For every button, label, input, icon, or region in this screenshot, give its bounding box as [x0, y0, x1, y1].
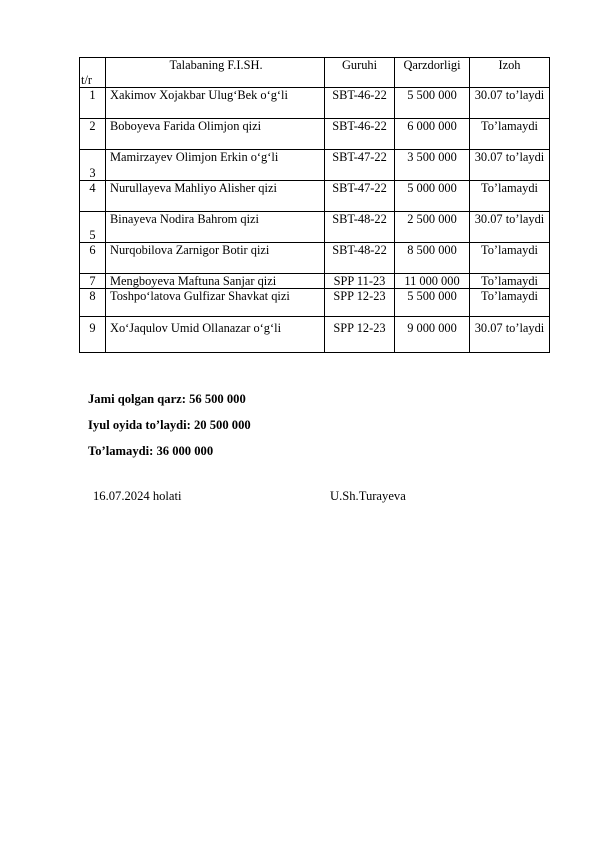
row-number: 3	[80, 150, 106, 181]
note-cell: 30.07 to’laydi	[470, 150, 550, 181]
row-number: 5	[80, 212, 106, 243]
debt-amount: 5 000 000	[395, 181, 470, 212]
unpaid-summary: To’lamaydi: 36 000 000	[88, 444, 214, 458]
group-cell: SPP 12-23	[325, 317, 395, 353]
table-row	[80, 274, 550, 289]
total-debt-summary: Jami qolgan qarz: 56 500 000	[88, 392, 246, 406]
header-note: Izoh	[470, 58, 550, 88]
row-number: 2	[80, 119, 106, 150]
debt-amount: 2 500 000	[395, 212, 470, 243]
student-name: Nurullayeva Mahliyo Alisher qizi	[106, 181, 325, 212]
debt-amount: 5 500 000	[395, 88, 470, 119]
group-cell: SBT-48-22	[325, 243, 395, 274]
student-name: Mengboyeva Maftuna Sanjar qizi	[106, 274, 325, 289]
note-cell: To’lamaydi	[470, 243, 550, 274]
debt-amount: 6 000 000	[395, 119, 470, 150]
group-cell: SPP 11-23	[325, 274, 395, 289]
debt-amount: 9 000 000	[395, 317, 470, 353]
group-cell: SBT-48-22	[325, 212, 395, 243]
debt-amount: 8 500 000	[395, 243, 470, 274]
student-name: Binayeva Nodira Bahrom qizi	[106, 212, 325, 243]
student-name: Toshpo‘latova Gulfizar Shavkat qizi	[106, 289, 325, 317]
student-name: Mamirzayev Olimjon Erkin o‘g‘li	[106, 150, 325, 181]
header-number: t/r	[80, 58, 106, 88]
table-row	[80, 243, 550, 274]
row-number: 9	[80, 317, 106, 353]
row-number: 1	[80, 88, 106, 119]
header-debt: Qarzdorligi	[395, 58, 470, 88]
note-cell: To’lamaydi	[470, 274, 550, 289]
report-date: 16.07.2024 holati	[93, 489, 182, 503]
group-cell: SBT-46-22	[325, 119, 395, 150]
student-name: Nurqobilova Zarnigor Botir qizi	[106, 243, 325, 274]
table-row	[80, 88, 550, 119]
note-cell: To’lamaydi	[470, 181, 550, 212]
table-row	[80, 317, 550, 353]
signatory-name: U.Sh.Turayeva	[330, 489, 406, 503]
table-row	[80, 150, 550, 181]
student-name: Xakimov Xojakbar Ulug‘Bek o‘g‘li	[106, 88, 325, 119]
note-cell: To’lamaydi	[470, 119, 550, 150]
note-cell: 30.07 to’laydi	[470, 212, 550, 243]
group-cell: SBT-47-22	[325, 150, 395, 181]
row-number: 4	[80, 181, 106, 212]
group-cell: SPP 12-23	[325, 289, 395, 317]
table-header-row	[80, 58, 550, 88]
row-number: 8	[80, 289, 106, 317]
student-name: Xo‘Jaqulov Umid Ollanazar o‘g‘li	[106, 317, 325, 353]
header-name: Talabaning F.I.SH.	[106, 58, 325, 88]
debt-table	[79, 57, 550, 353]
debt-amount: 5 500 000	[395, 289, 470, 317]
group-cell: SBT-46-22	[325, 88, 395, 119]
student-name: Boboyeva Farida Olimjon qizi	[106, 119, 325, 150]
note-cell: 30.07 to’laydi	[470, 88, 550, 119]
table-row	[80, 289, 550, 317]
row-number: 7	[80, 274, 106, 289]
debt-amount: 11 000 000	[395, 274, 470, 289]
group-cell: SBT-47-22	[325, 181, 395, 212]
note-cell: 30.07 to’laydi	[470, 317, 550, 353]
debt-amount: 3 500 000	[395, 150, 470, 181]
row-number: 6	[80, 243, 106, 274]
header-group: Guruhi	[325, 58, 395, 88]
table-row	[80, 119, 550, 150]
table-row	[80, 181, 550, 212]
note-cell: To’lamaydi	[470, 289, 550, 317]
july-payment-summary: Iyul oyida to’laydi: 20 500 000	[88, 418, 251, 432]
table-row	[80, 212, 550, 243]
